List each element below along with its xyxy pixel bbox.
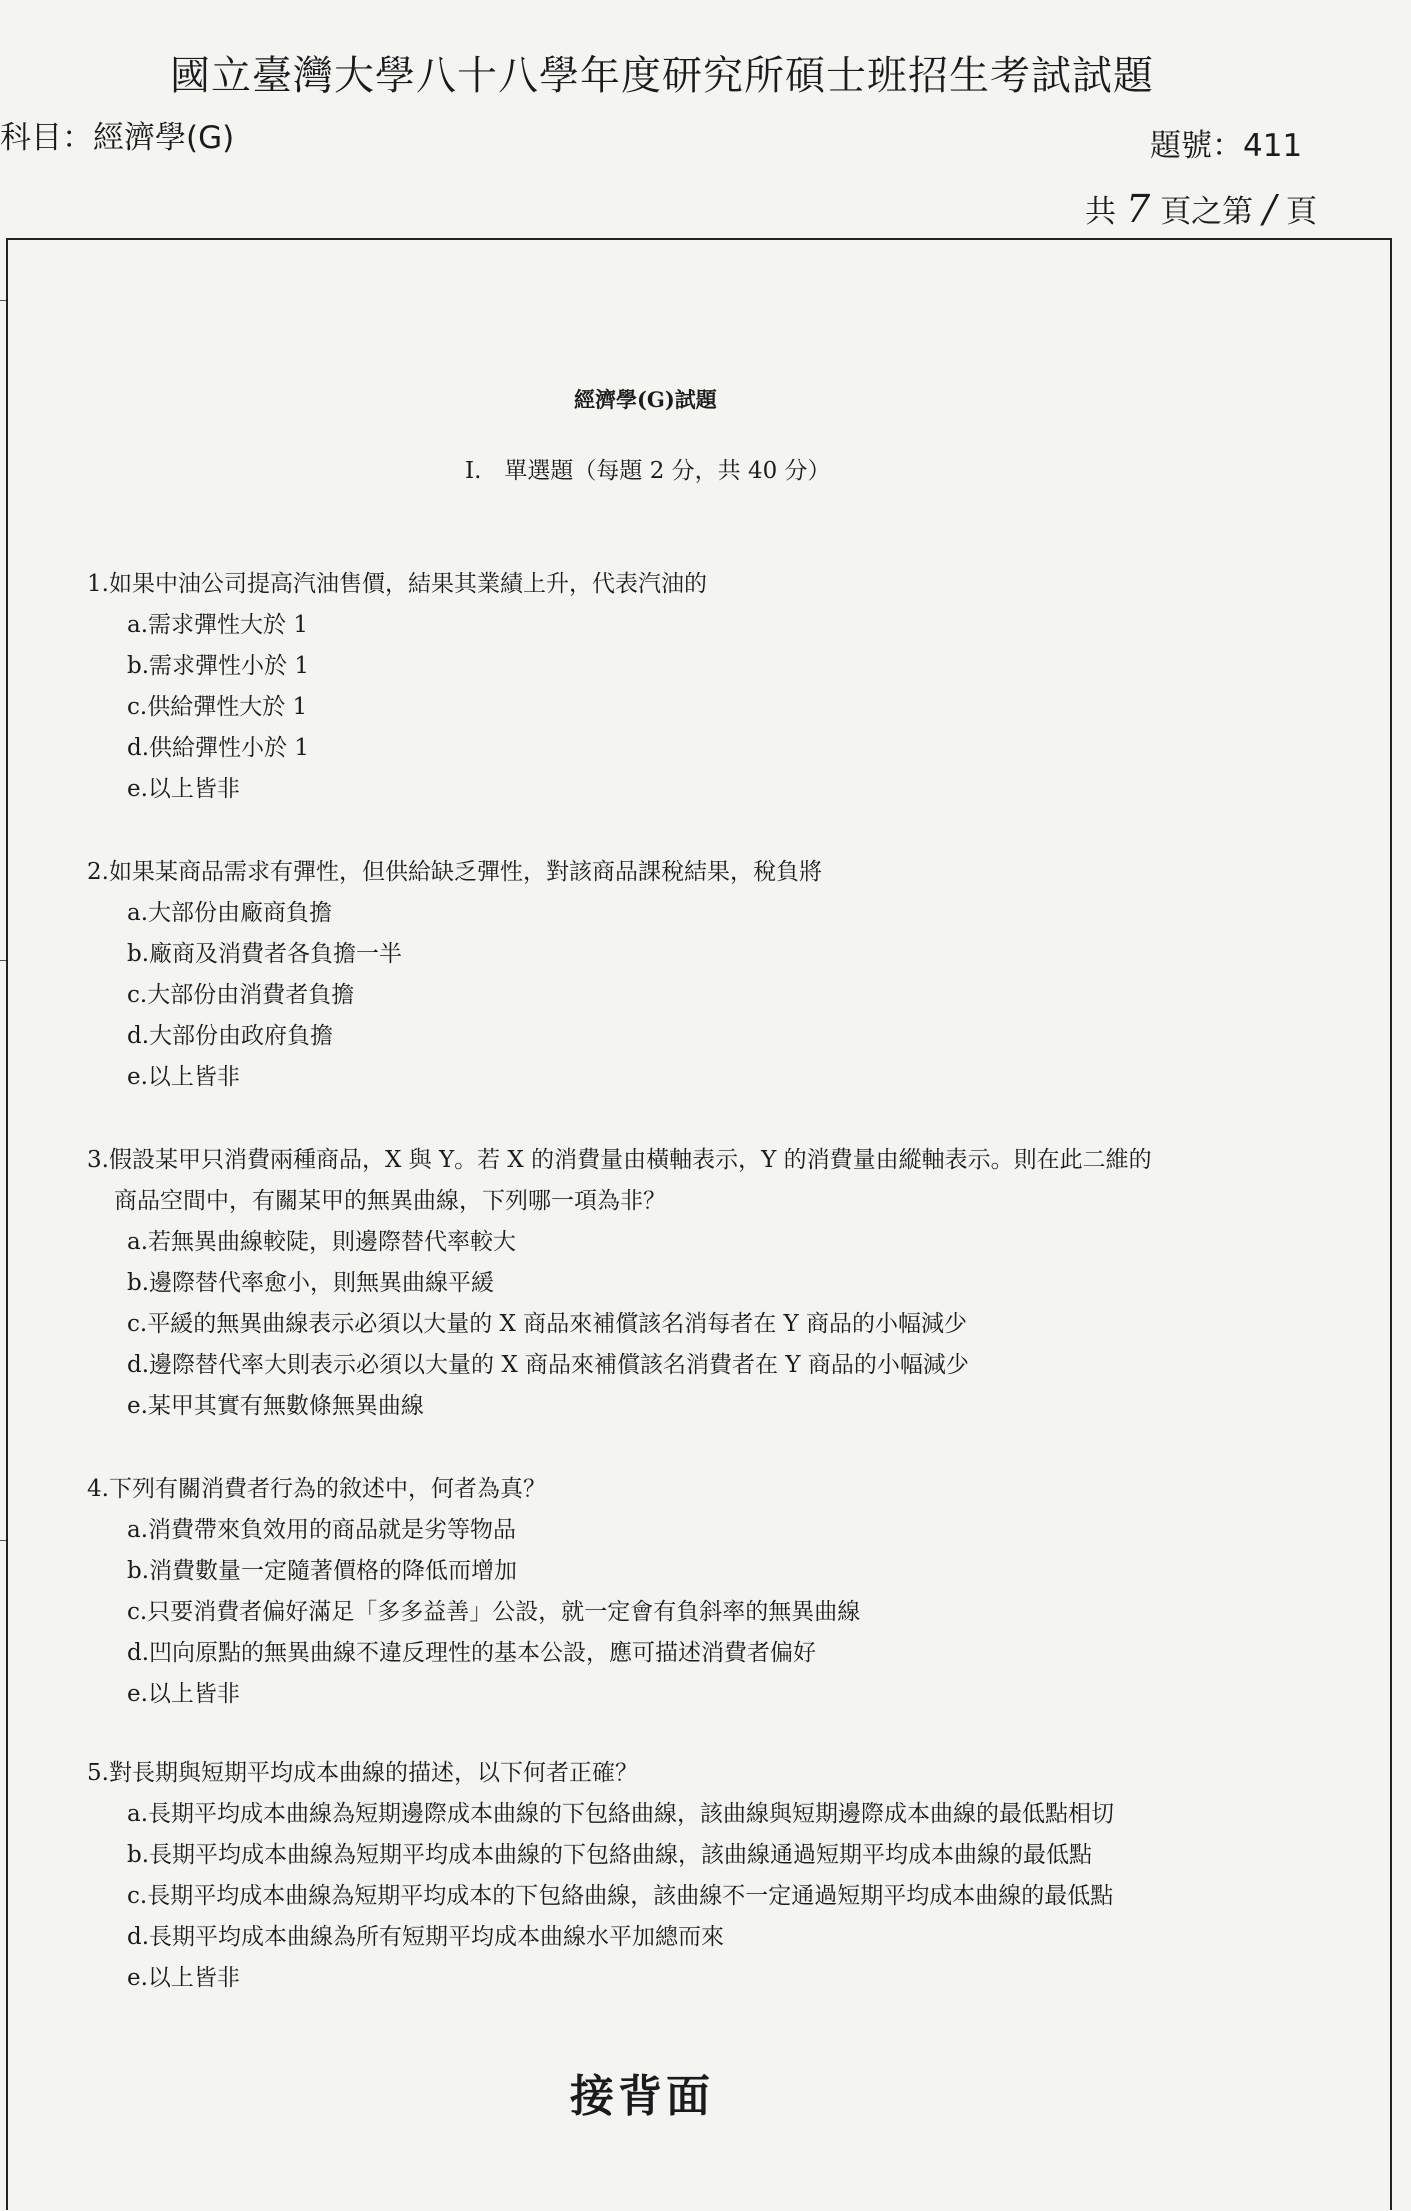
question-3-stem: 3.假設某甲只消費兩種商品，X 與 Y。若 X 的消費量由橫軸表示，Y 的消費量由縱軸表示。則在此二維的 [87,1147,1152,1173]
page-prefix: 共 [1085,194,1116,230]
page-total: 7 [1126,187,1151,231]
subject-label: 科目：經濟學(G) [0,120,235,156]
question-2-option-c: c.大部份由消費者負擔 [127,982,355,1008]
question-2-option-d: d.大部份由政府負擔 [127,1023,334,1049]
question-2-stem: 2.如果某商品需求有彈性，但供給缺乏彈性，對該商品課稅結果，稅負將 [87,859,822,885]
margin-tick [0,300,6,301]
question-2-option-b: b.廠商及消費者各負擔一半 [127,941,403,967]
question-3-option-d: d.邊際替代率大則表示必須以大量的 X 商品來補償該名消費者在 Y 商品的小幅減少 [127,1352,969,1378]
question-3-option-e: e.某甲其實有無數條無異曲線 [127,1393,424,1419]
question-5-option-a: a.長期平均成本曲線為短期邊際成本曲線的下包絡曲線，該曲線與短期邊際成本曲線的最低點相切 [127,1801,1115,1827]
question-4-option-d: d.凹向原點的無異曲線不違反理性的基本公設，應可描述消費者偏好 [127,1640,817,1666]
exam-title: 經濟學(G)試題 [574,387,717,412]
question-1-option-e: e.以上皆非 [127,776,240,802]
question-5-option-d: d.長期平均成本曲線為所有短期平均成本曲線水平加總而來 [127,1924,725,1950]
continue-on-back-note: 接背面 [570,2071,714,2122]
question-5-option-e: e.以上皆非 [127,1965,240,1991]
margin-tick [0,1540,6,1541]
question-3-option-b: b.邊際替代率愈小，則無異曲線平緩 [127,1270,495,1296]
question-number: 題號：411 [1150,128,1303,164]
margin-tick [0,960,6,961]
question-1-option-b: b.需求彈性小於 1 [127,653,309,679]
question-2-option-a: a.大部份由廠商負擔 [127,900,333,926]
question-1-stem: 1.如果中油公司提高汽油售價，結果其業績上升，代表汽油的 [87,571,707,597]
page-current: / [1263,187,1276,231]
question-4-stem: 4.下列有關消費者行為的敘述中，何者為真？ [87,1476,546,1502]
page-middle: 頁之第 [1160,194,1254,230]
question-4-option-b: b.消費數量一定隨著價格的降低而增加 [127,1558,518,1584]
question-1-option-d: d.供給彈性小於 1 [127,735,309,761]
question-4-option-e: e.以上皆非 [127,1681,240,1707]
question-4-option-c: c.只要消費者偏好滿足「多多益善」公設，就一定會有負斜率的無異曲線 [127,1599,861,1625]
question-5-option-b: b.長期平均成本曲線為短期平均成本曲線的下包絡曲線，該曲線通過短期平均成本曲線的最低點 [127,1842,1093,1868]
section-heading: I. 單選題（每題 2 分，共 40 分） [465,458,831,484]
question-1-option-a: a.需求彈性大於 1 [127,612,308,638]
question-3-option-a: a.若無異曲線較陡，則邊際替代率較大 [127,1229,517,1255]
university-title: 國立臺灣大學八十八學年度研究所碩士班招生考試試題 [170,53,1154,99]
page-info [1085,186,1317,231]
question-3-stem-continued: 商品空間中，有關某甲的無異曲線，下列哪一項為非？ [114,1188,666,1214]
page-suffix: 頁 [1286,194,1317,230]
question-2-option-e: e.以上皆非 [127,1064,240,1090]
question-1-option-c: c.供給彈性大於 1 [127,694,308,720]
question-3-option-c: c.平緩的無異曲線表示必須以大量的 X 商品來補償該名消每者在 Y 商品的小幅減少 [127,1311,967,1337]
question-5-option-c: c.長期平均成本曲線為短期平均成本的下包絡曲線，該曲線不一定通過短期平均成本曲線的最低點 [127,1883,1114,1909]
question-4-option-a: a.消費帶來負效用的商品就是劣等物品 [127,1517,517,1543]
question-5-stem: 5.對長期與短期平均成本曲線的描述，以下何者正確？ [87,1760,638,1786]
